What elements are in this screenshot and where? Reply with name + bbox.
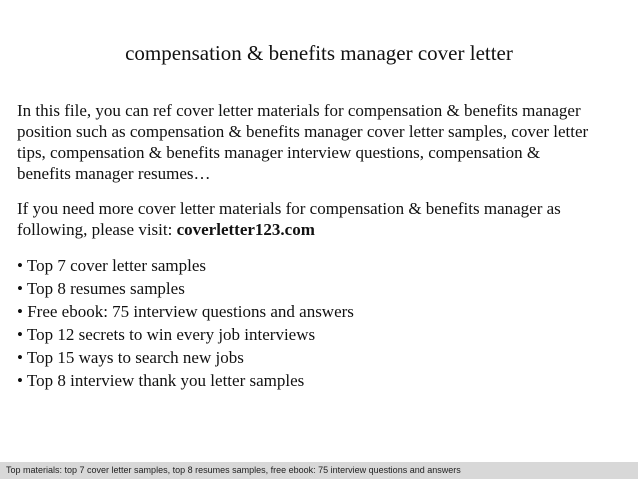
bullet-item: • Top 15 ways to search new jobs [17,348,244,367]
more-materials-paragraph [17,198,629,240]
bullet-item: • Free ebook: 75 interview questions and answers [17,302,354,321]
visit-prefix: following, please visit: [17,220,177,239]
bullet-item: • Top 7 cover letter samples [17,256,207,275]
intro-paragraph [17,100,629,184]
intro-line: benefits manager resumes… [17,164,211,183]
bullet-item: • Top 8 resumes samples [17,279,185,298]
more-materials-line: If you need more cover letter materials for compensation & benefits manager as [17,199,561,218]
intro-line: tips, compensation & benefits manager interview questions, compensation & [17,143,541,162]
intro-line: position such as compensation & benefits manager cover letter samples, cover letter [17,122,589,141]
more-materials-line [17,219,629,240]
page-title: compensation & benefits manager cover letter [125,41,513,65]
intro-line: In this file, you can ref cover letter materials for compensation & benefits manager [17,101,581,120]
document-body [17,100,629,392]
bullet-item: • Top 12 secrets to win every job interviews [17,325,316,344]
bullet-item: • Top 8 interview thank you letter samples [17,371,305,390]
coverletter-link[interactable]: coverletter123.com [176,220,315,239]
footer-bar: Top materials: top 7 cover letter samples, top 8 resumes samples, free ebook: 75 interview questions and answers [0,462,638,479]
bullet-list [17,254,629,392]
